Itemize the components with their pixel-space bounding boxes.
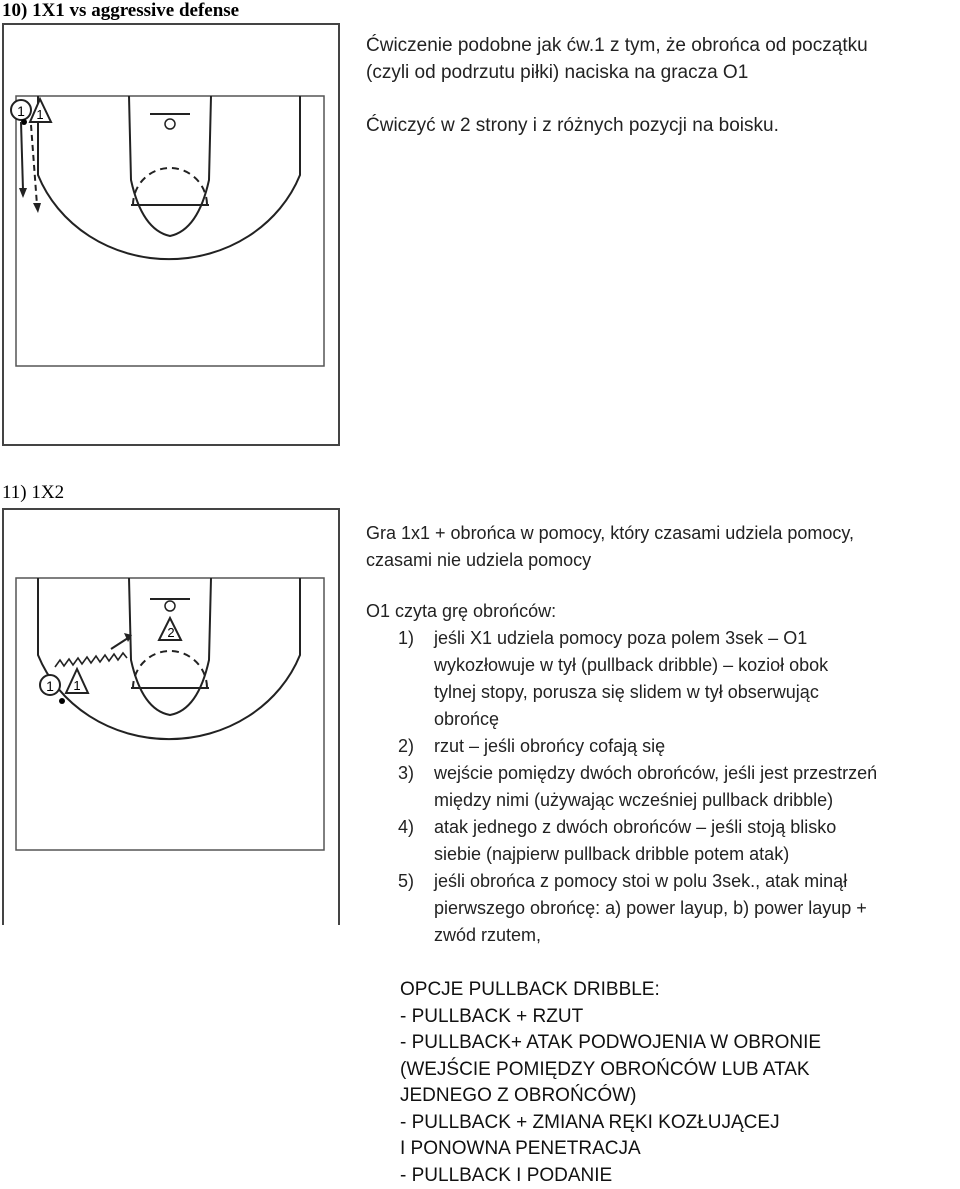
court-diagram-11 xyxy=(0,505,340,925)
list-item xyxy=(398,733,960,760)
options-line-4: JEDNEGO Z OBROŃCÓW) xyxy=(400,1083,821,1110)
intro-line-1: Gra 1x1 + obrońca w pomocy, który czasami udziela pomocy, xyxy=(366,520,854,547)
list-item-number: 2) xyxy=(398,733,414,760)
description-line-2: (czyli od podrzutu piłki) naciska na gracza O1 xyxy=(366,59,868,86)
intro-line-2: czasami nie udziela pomocy xyxy=(366,547,854,574)
reads-items xyxy=(398,625,960,949)
list-item-line: rzut – jeśli obrońcy cofają się xyxy=(434,733,960,760)
list-item-number: 5) xyxy=(398,868,414,895)
list-item-number: 4) xyxy=(398,814,414,841)
description-line-1: Ćwiczenie podobne jak ćw.1 z tym, że obrońca od początku xyxy=(366,32,868,59)
options-line-7: - PULLBACK I PODANIE xyxy=(400,1163,821,1189)
list-item xyxy=(398,760,960,814)
section-10-heading: 10) 1X1 vs aggressive defense xyxy=(2,0,239,22)
list-item-line: obrońcę xyxy=(434,706,960,733)
list-item-line: między nimi (używając wcześniej pullback dribble) xyxy=(434,787,960,814)
options-line-0: OPCJE PULLBACK DRIBBLE: xyxy=(400,977,821,1004)
list-item-line: tylnej stopy, porusza się slidem w tył obserwując xyxy=(434,679,960,706)
list-item xyxy=(398,625,960,733)
options-line-6: I PONOWNA PENETRACJA xyxy=(400,1136,821,1163)
section-11-intro xyxy=(366,520,854,574)
reads-list xyxy=(366,598,960,949)
help-defender-label: 2 xyxy=(167,625,174,640)
list-item-number: 3) xyxy=(398,760,414,787)
list-item-line: jeśli obrońca z pomocy stoi w polu 3sek., atak minął xyxy=(434,868,960,895)
list-item-line: wykozłowuje w tył (pullback dribble) – kozioł obok xyxy=(434,652,960,679)
section-11-heading: 11) 1X2 xyxy=(2,482,64,504)
section-10-description xyxy=(366,32,868,139)
reads-heading: O1 czyta grę obrońców: xyxy=(366,598,960,625)
offense-player-label: 1 xyxy=(46,678,54,694)
list-item-line: wejście pomiędzy dwóch obrońców, jeśli jest przestrzeń xyxy=(434,760,960,787)
list-item xyxy=(398,868,960,949)
list-item-line: zwód rzutem, xyxy=(434,922,960,949)
offense-player-label: 1 xyxy=(17,103,25,119)
options-line-2: - PULLBACK+ ATAK PODWOJENIA W OBRONIE xyxy=(400,1030,821,1057)
description-line-3: Ćwiczyć w 2 strony i z różnych pozycji na boisku. xyxy=(366,112,868,139)
options-line-5: - PULLBACK + ZMIANA RĘKI KOZŁUJĄCEJ xyxy=(400,1110,821,1137)
list-item-line: jeśli X1 udziela pomocy poza polem 3sek – O1 xyxy=(434,625,960,652)
list-item-line: atak jednego z dwóch obrońców – jeśli stoją blisko xyxy=(434,814,960,841)
pullback-options xyxy=(400,977,821,1189)
defender-label: 1 xyxy=(36,107,43,122)
list-item-line: pierwszego obrońcę: a) power layup, b) power layup + xyxy=(434,895,960,922)
list-item-line: siebie (najpierw pullback dribble potem atak) xyxy=(434,841,960,868)
options-line-3: (WEJŚCIE POMIĘDZY OBROŃCÓW LUB ATAK xyxy=(400,1057,821,1084)
defender-label: 1 xyxy=(73,678,80,693)
options-line-1: - PULLBACK + RZUT xyxy=(400,1004,821,1031)
list-item-number: 1) xyxy=(398,625,414,652)
list-item xyxy=(398,814,960,868)
